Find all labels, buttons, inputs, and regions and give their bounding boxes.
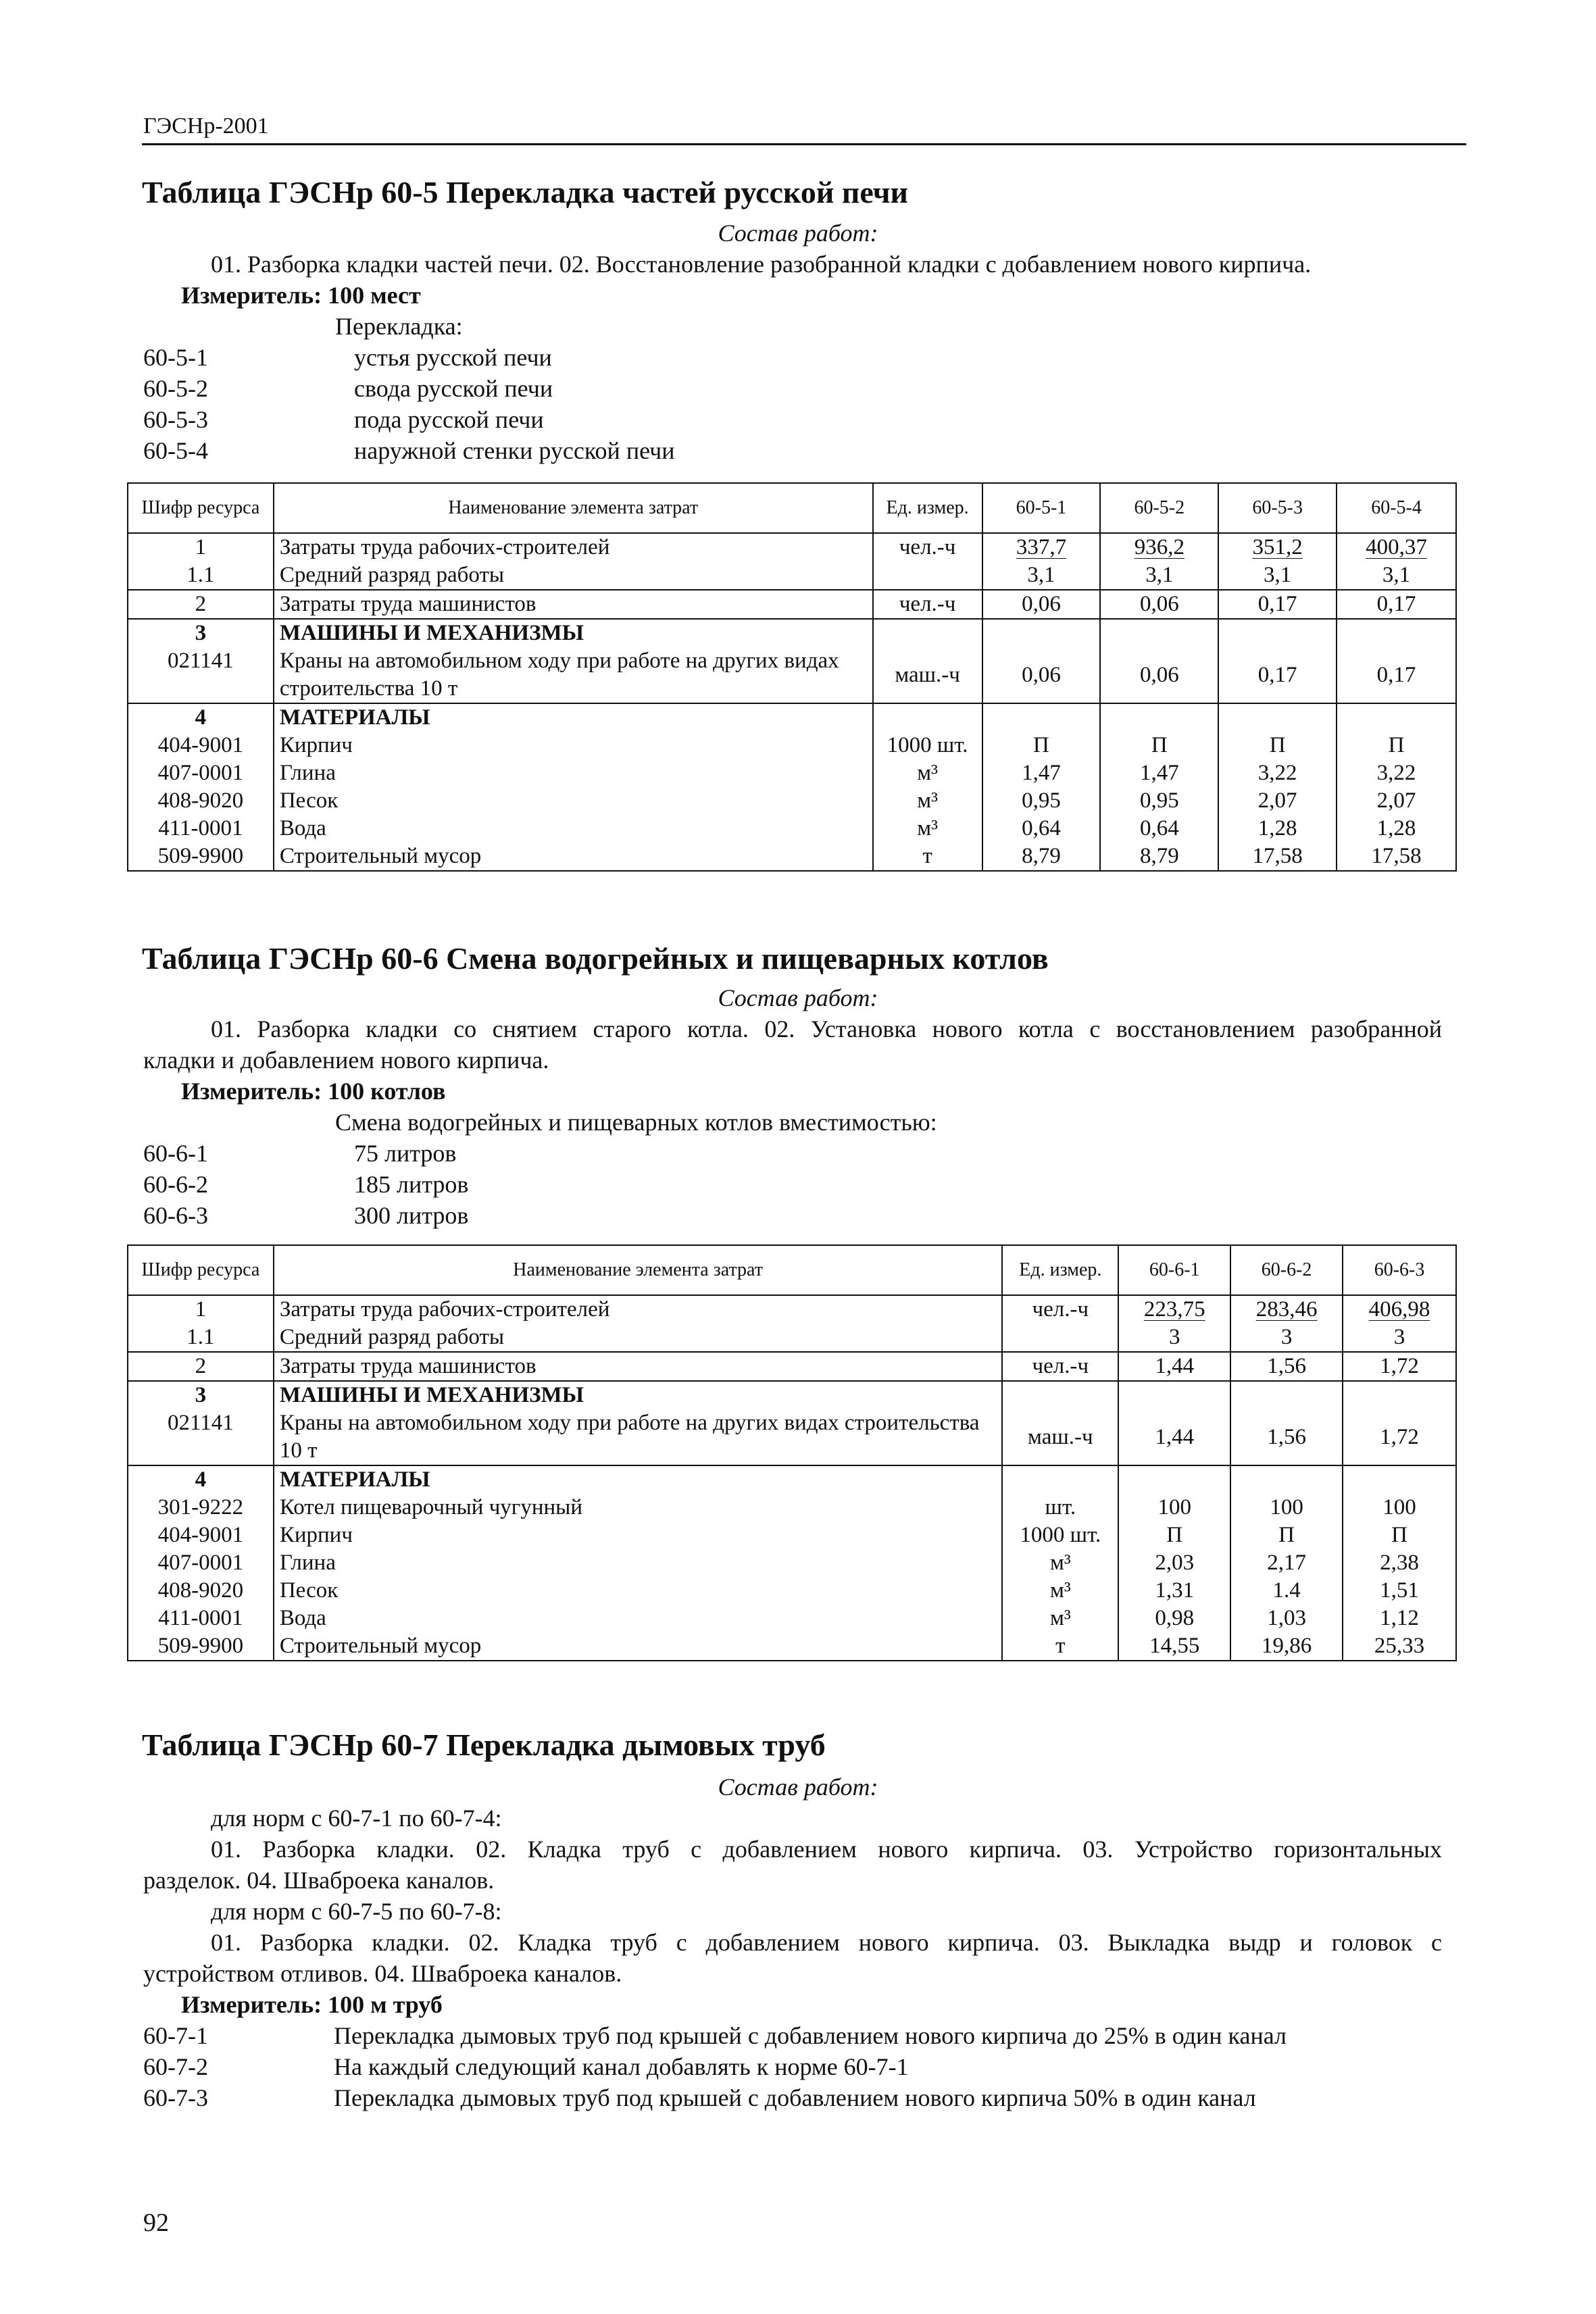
cell-value: 1.4: [1230, 1577, 1343, 1605]
table-row: [128, 787, 1456, 815]
cell-code: 1.1: [128, 561, 274, 590]
cell-name: МАТЕРИАЛЫ: [274, 1465, 1003, 1494]
code-line: [143, 374, 553, 403]
cell-name: Средний разряд работы: [274, 1324, 1003, 1352]
code-desc: наружной стенки русской печи: [354, 437, 675, 464]
code-desc: устья русской печи: [354, 344, 552, 371]
cell-name: Строительный мусор: [274, 842, 873, 871]
col-header-unit: Ед. измер.: [873, 483, 982, 533]
table-row: [128, 815, 1456, 842]
cell-name: Кирпич: [274, 732, 873, 759]
cell-name: Кирпич: [274, 1521, 1003, 1549]
code-line: [143, 1139, 456, 1167]
cell-code: 408-9020: [128, 1577, 274, 1605]
table-60-6: [127, 1244, 1457, 1661]
cell-unit: чел.-ч: [1002, 1352, 1118, 1381]
cell-name: Строительный мусор: [274, 1632, 1003, 1661]
cell-value: П: [1100, 732, 1218, 759]
cell-value: 1,72: [1343, 1352, 1456, 1381]
code-desc: пода русской печи: [354, 406, 544, 433]
table-60-7-subhead-2: для норм с 60-7-5 по 60-7-8:: [211, 1898, 502, 1925]
table-60-7-subhead-1: для норм с 60-7-1 по 60-7-4:: [211, 1805, 502, 1832]
cell-value: 2,17: [1230, 1549, 1343, 1577]
cell-value: [1218, 703, 1337, 732]
cell-value: 1,47: [982, 759, 1101, 787]
col-header-norm: 60-6-2: [1230, 1245, 1343, 1295]
code-line: [143, 1170, 468, 1199]
cell-value: 936,2: [1100, 533, 1218, 561]
cell-value: 0,17: [1337, 647, 1456, 703]
code-line: [143, 436, 675, 465]
col-header-name: Наименование элемента затрат: [274, 1245, 1003, 1295]
cell-value: [1118, 1465, 1230, 1494]
code: 60-5-2: [143, 375, 208, 402]
cell-unit: маш.-ч: [873, 647, 982, 703]
table-row: [128, 759, 1456, 787]
table-row: [128, 533, 1456, 561]
cell-name: Краны на автомобильном ходу при работе на других видах строительства 10 т: [274, 647, 873, 703]
cell-name: Глина: [274, 1549, 1003, 1577]
cell-value: 0,06: [982, 590, 1101, 619]
table-row: [128, 561, 1456, 590]
cell-code: 408-9020: [128, 787, 274, 815]
code: 60-5-1: [143, 344, 208, 371]
table-60-6-work-line1: 01. Разборка кладки со снятием старого котла. 02. Установка нового котла с восстановлением разобранной: [211, 1015, 1442, 1042]
cell-name: Песок: [274, 1577, 1003, 1605]
table-60-6-intro: Смена водогрейных и пищеварных котлов вместимостью:: [335, 1109, 937, 1136]
table-60-7-work2-line1: 01. Разборка кладки. 02. Кладка труб с добавлением нового кирпича. 03. Выкладка выдр и головок с: [211, 1929, 1442, 1956]
cell-code: 411-0001: [128, 1605, 274, 1632]
cell-value: 1,72: [1343, 1409, 1456, 1465]
cell-value: 0,64: [982, 815, 1101, 842]
cell-name: Котел пищеварочный чугунный: [274, 1494, 1003, 1521]
cell-name: Глина: [274, 759, 873, 787]
cell-code: 2: [128, 590, 274, 619]
table-header-row: [128, 1245, 1456, 1295]
cell-value: П: [1230, 1521, 1343, 1549]
table-60-6-title: Таблица ГЭСНр 60-6 Смена водогрейных и пищеварных котлов: [142, 941, 1049, 976]
cell-value: 14,55: [1118, 1632, 1230, 1661]
table-60-7-work1-line2: разделок. 04. Шваброека каналов.: [143, 1867, 495, 1894]
col-header-unit: Ед. измер.: [1002, 1245, 1118, 1295]
cell-value: 3: [1118, 1324, 1230, 1352]
cell-unit: 1000 шт.: [873, 732, 982, 759]
cell-unit: м³: [873, 815, 982, 842]
cell-value: 100: [1343, 1494, 1456, 1521]
cell-value: 0,17: [1218, 590, 1337, 619]
cell-value: [1230, 1381, 1343, 1409]
table-60-7-caption: Состав работ:: [718, 1774, 878, 1801]
table-row-section: [128, 703, 1456, 732]
cell-unit: 1000 шт.: [1002, 1521, 1118, 1549]
cell-name: МАТЕРИАЛЫ: [274, 703, 873, 732]
table-row: [128, 1494, 1456, 1521]
code-desc: Перекладка дымовых труб под крышей с добавлением нового кирпича 50% в один канал: [334, 2084, 1256, 2111]
table-60-6-measure: Измеритель: 100 котлов: [181, 1078, 446, 1105]
cell-value: 25,33: [1343, 1632, 1456, 1661]
cell-value: 0,06: [1100, 647, 1218, 703]
cell-value: 100: [1230, 1494, 1343, 1521]
cell-unit: м³: [1002, 1605, 1118, 1632]
cell-value: 8,79: [1100, 842, 1218, 871]
cell-value: 8,79: [982, 842, 1101, 871]
code: 60-7-2: [143, 2053, 208, 2080]
cell-value: 3,22: [1337, 759, 1456, 787]
cell-value: 400,37: [1337, 533, 1456, 561]
cell-name: Средний разряд работы: [274, 561, 873, 590]
cell-value: 1,51: [1343, 1577, 1456, 1605]
table-row: [128, 1605, 1456, 1632]
cell-value: [982, 703, 1101, 732]
table-row-section: [128, 1381, 1456, 1409]
cell-name: Вода: [274, 815, 873, 842]
cell-name: Вода: [274, 1605, 1003, 1632]
cell-code: 4: [128, 703, 274, 732]
cell-unit: маш.-ч: [1002, 1409, 1118, 1465]
table-row: [128, 1352, 1456, 1381]
cell-value: [1100, 619, 1218, 647]
code-desc: 75 литров: [354, 1140, 457, 1167]
cell-value: 1,28: [1218, 815, 1337, 842]
cell-value: 1,44: [1118, 1352, 1230, 1381]
code-desc: На каждый следующий канал добавлять к норме 60-7-1: [334, 2053, 909, 2080]
code: 60-6-1: [143, 1140, 208, 1167]
code: 60-5-4: [143, 437, 208, 464]
cell-value: П: [1343, 1521, 1456, 1549]
cell-value: [1230, 1465, 1343, 1494]
cell-value: 0,17: [1337, 590, 1456, 619]
code-desc: 300 литров: [354, 1202, 469, 1229]
table-60-5-title: Таблица ГЭСНр 60-5 Перекладка частей русской печи: [142, 175, 909, 209]
col-header-norm: 60-6-3: [1343, 1245, 1456, 1295]
cell-value: 1,31: [1118, 1577, 1230, 1605]
table-row: [128, 1409, 1456, 1465]
col-header-norm: 60-6-1: [1118, 1245, 1230, 1295]
running-header: ГЭСНр-2001: [143, 114, 269, 139]
code: 60-6-2: [143, 1171, 208, 1198]
cell-unit: шт.: [1002, 1494, 1118, 1521]
cell-value: 406,98: [1343, 1295, 1456, 1324]
table-60-5-measure: Измеритель: 100 мест: [181, 282, 421, 309]
cell-unit: т: [1002, 1632, 1118, 1661]
table-60-6-caption: Состав работ:: [718, 984, 878, 1011]
cell-code: 021141: [128, 647, 274, 703]
cell-unit: м³: [1002, 1577, 1118, 1605]
cell-unit: [1002, 1381, 1118, 1409]
cell-name: Затраты труда рабочих-строителей: [274, 533, 873, 561]
cell-code: 404-9001: [128, 732, 274, 759]
cell-unit: [873, 703, 982, 732]
cell-name: Затраты труда рабочих-строителей: [274, 1295, 1003, 1324]
cell-value: 3,1: [1218, 561, 1337, 590]
table-row: [128, 1324, 1456, 1352]
code-desc: Перекладка дымовых труб под крышей с добавлением нового кирпича до 25% в один канал: [334, 2022, 1287, 2049]
table-60-5-caption: Состав работ:: [718, 220, 878, 247]
col-header-code: Шифр ресурса: [128, 1245, 274, 1295]
code-line: [143, 405, 544, 434]
cell-value: 1,28: [1337, 815, 1456, 842]
table-60-7-work2-line2: устройством отливов. 04. Шваброека каналов.: [143, 1960, 622, 1987]
cell-name: Краны на автомобильном ходу при работе на других видах строительства 10 т: [274, 1409, 1003, 1465]
cell-value: 0,06: [1100, 590, 1218, 619]
cell-value: 283,46: [1230, 1295, 1343, 1324]
table-row: [128, 1577, 1456, 1605]
cell-code: 407-0001: [128, 759, 274, 787]
cell-unit: чел.-ч: [873, 590, 982, 619]
cell-value: 1,56: [1230, 1352, 1343, 1381]
cell-value: [1337, 703, 1456, 732]
table-row: [128, 1521, 1456, 1549]
cell-code: 1: [128, 533, 274, 561]
cell-unit: м³: [873, 759, 982, 787]
table-row: [128, 732, 1456, 759]
cell-value: 223,75: [1118, 1295, 1230, 1324]
cell-value: 3: [1230, 1324, 1343, 1352]
table-row-section: [128, 619, 1456, 647]
cell-value: [1343, 1465, 1456, 1494]
table-60-5-work: 01. Разборка кладки частей печи. 02. Восстановление разобранной кладки с добавлением нового кирпича.: [211, 251, 1312, 278]
table-60-7-title: Таблица ГЭСНр 60-7 Перекладка дымовых труб: [142, 1728, 826, 1762]
cell-unit: м³: [1002, 1549, 1118, 1577]
col-header-norm: 60-5-1: [982, 483, 1101, 533]
code-line: [143, 2084, 1256, 2112]
cell-code: 509-9900: [128, 842, 274, 871]
code: 60-5-3: [143, 406, 208, 433]
cell-code: 3: [128, 1381, 274, 1409]
cell-value: 1,03: [1230, 1605, 1343, 1632]
col-header-norm: 60-5-3: [1218, 483, 1337, 533]
table-row: [128, 647, 1456, 703]
cell-name: Затраты труда машинистов: [274, 1352, 1003, 1381]
cell-name: МАШИНЫ И МЕХАНИЗМЫ: [274, 1381, 1003, 1409]
cell-unit: чел.-ч: [873, 533, 982, 561]
table-row-section: [128, 1465, 1456, 1494]
cell-value: П: [1337, 732, 1456, 759]
code: 60-6-3: [143, 1202, 208, 1229]
cell-value: 1,44: [1118, 1409, 1230, 1465]
cell-code: 2: [128, 1352, 274, 1381]
table-60-7-measure: Измеритель: 100 м труб: [181, 1991, 443, 2018]
cell-value: [1218, 619, 1337, 647]
code-desc: 185 литров: [354, 1171, 469, 1198]
table-row: [128, 1549, 1456, 1577]
cell-code: 1.1: [128, 1324, 274, 1352]
table-row: [128, 1295, 1456, 1324]
cell-value: 1,56: [1230, 1409, 1343, 1465]
cell-value: 3,1: [1337, 561, 1456, 590]
table-row: [128, 842, 1456, 871]
cell-code: 411-0001: [128, 815, 274, 842]
table-row: [128, 590, 1456, 619]
cell-name: Затраты труда машинистов: [274, 590, 873, 619]
cell-code: 021141: [128, 1409, 274, 1465]
table-header-row: [128, 483, 1456, 533]
cell-value: 3: [1343, 1324, 1456, 1352]
cell-code: 1: [128, 1295, 274, 1324]
table-60-5: [127, 482, 1457, 872]
cell-unit: м³: [873, 787, 982, 815]
cell-value: [1118, 1381, 1230, 1409]
code-line: [143, 2053, 909, 2081]
table-60-6-work-line2: кладки и добавлением нового кирпича.: [143, 1047, 549, 1074]
header-rule: [142, 143, 1466, 145]
cell-unit: [873, 619, 982, 647]
cell-value: 0,98: [1118, 1605, 1230, 1632]
cell-value: [1337, 619, 1456, 647]
code-line: [143, 1201, 468, 1230]
cell-code: 404-9001: [128, 1521, 274, 1549]
cell-value: П: [982, 732, 1101, 759]
col-header-norm: 60-5-2: [1100, 483, 1218, 533]
table-row: [128, 1632, 1456, 1661]
cell-value: 2,38: [1343, 1549, 1456, 1577]
cell-unit: [1002, 1465, 1118, 1494]
cell-value: 1,47: [1100, 759, 1218, 787]
cell-value: 3,1: [982, 561, 1101, 590]
cell-value: 1,12: [1343, 1605, 1456, 1632]
cell-value: 2,07: [1218, 787, 1337, 815]
cell-value: 0,06: [982, 647, 1101, 703]
cell-value: [1343, 1381, 1456, 1409]
cell-value: [1100, 703, 1218, 732]
cell-value: 3,22: [1218, 759, 1337, 787]
cell-value: 0,95: [982, 787, 1101, 815]
cell-unit: [1002, 1324, 1118, 1352]
cell-unit: т: [873, 842, 982, 871]
cell-code: 4: [128, 1465, 274, 1494]
cell-value: 3,1: [1100, 561, 1218, 590]
cell-value: 0,17: [1218, 647, 1337, 703]
cell-value: 0,64: [1100, 815, 1218, 842]
cell-value: 2,03: [1118, 1549, 1230, 1577]
cell-value: 17,58: [1337, 842, 1456, 871]
cell-value: 351,2: [1218, 533, 1337, 561]
code-desc: свода русской печи: [354, 375, 553, 402]
cell-code: 301-9222: [128, 1494, 274, 1521]
col-header-code: Шифр ресурса: [128, 483, 274, 533]
cell-value: 337,7: [982, 533, 1101, 561]
cell-value: 0,95: [1100, 787, 1218, 815]
cell-code: 3: [128, 619, 274, 647]
cell-value: П: [1118, 1521, 1230, 1549]
code: 60-7-1: [143, 2022, 208, 2049]
col-header-norm: 60-5-4: [1337, 483, 1456, 533]
code: 60-7-3: [143, 2084, 208, 2111]
page-number: 92: [143, 2209, 169, 2237]
cell-unit: [873, 561, 982, 590]
cell-code: 509-9900: [128, 1632, 274, 1661]
col-header-name: Наименование элемента затрат: [274, 483, 873, 533]
cell-value: 17,58: [1218, 842, 1337, 871]
cell-value: 19,86: [1230, 1632, 1343, 1661]
cell-value: [982, 619, 1101, 647]
cell-unit: чел.-ч: [1002, 1295, 1118, 1324]
table-60-7-work1-line1: 01. Разборка кладки. 02. Кладка труб с добавлением нового кирпича. 03. Устройство горизонтальных: [211, 1836, 1442, 1863]
cell-value: 2,07: [1337, 787, 1456, 815]
cell-value: 100: [1118, 1494, 1230, 1521]
code-line: [143, 2021, 1287, 2050]
cell-code: 407-0001: [128, 1549, 274, 1577]
cell-name: Песок: [274, 787, 873, 815]
cell-value: П: [1218, 732, 1337, 759]
code-line: [143, 343, 552, 372]
cell-name: МАШИНЫ И МЕХАНИЗМЫ: [274, 619, 873, 647]
table-60-5-intro: Перекладка:: [335, 313, 463, 340]
